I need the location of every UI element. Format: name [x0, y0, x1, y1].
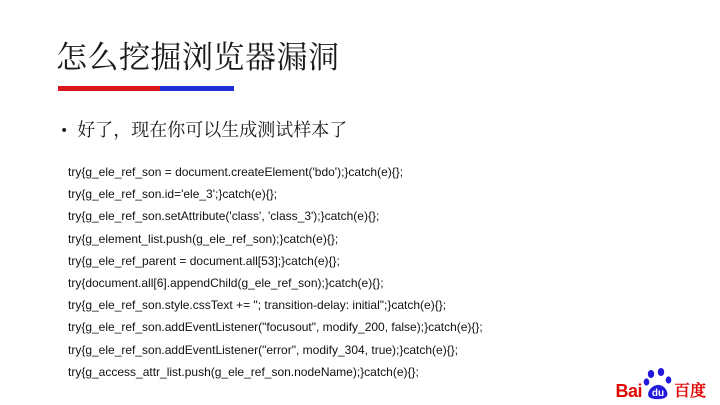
bullet-item	[60, 119, 347, 143]
bullet-dot-icon: •	[60, 123, 69, 139]
title-underline-blue	[160, 86, 234, 91]
code-line: try{g_ele_ref_son.addEventListener("focusout", modify_200, false);}catch(e){};	[68, 320, 483, 335]
code-line: try{g_ele_ref_son.setAttribute('class', 'class_3');}catch(e){};	[68, 209, 380, 224]
title-underline-red	[58, 86, 160, 91]
paw-icon	[643, 367, 673, 401]
paw-toe-4	[666, 376, 672, 383]
bullet-text: 好了，现在你可以生成测试样本了	[77, 120, 348, 141]
paw-toe-3	[644, 378, 650, 385]
paw-text: du	[651, 388, 665, 399]
code-sample-list	[68, 161, 483, 383]
baidu-logo	[615, 367, 706, 401]
code-line: try{g_ele_ref_son.style.cssText += "; transition-delay: initial";}catch(e){};	[68, 298, 447, 313]
baidu-logo-chinese: 百度	[673, 381, 706, 400]
code-line: try{g_ele_ref_son = document.createElement('bdo');}catch(e){};	[68, 165, 404, 179]
code-line: try{g_ele_ref_parent = document.all[53];}catch(e){};	[68, 253, 340, 268]
code-line: try{g_access_attr_list.push(g_ele_ref_son.nodeName);}catch(e){};	[68, 364, 419, 379]
code-line: try{g_ele_ref_son.id='ele_3';}catch(e){};	[68, 187, 278, 202]
paw-toe-1	[648, 370, 654, 378]
code-line: try{g_ele_ref_son.addEventListener("error", modify_304, true);}catch(e){};	[68, 342, 459, 357]
code-line: try{g_element_list.push(g_ele_ref_son);}catch(e){};	[68, 231, 339, 246]
code-line: try{document.all[6].appendChild(g_ele_ref_son);}catch(e){};	[68, 275, 384, 290]
slide-title: 怎么挖掘浏览器漏洞	[56, 40, 340, 76]
baidu-logo-latin: Bai	[615, 381, 642, 401]
paw-toe-2	[658, 368, 664, 376]
